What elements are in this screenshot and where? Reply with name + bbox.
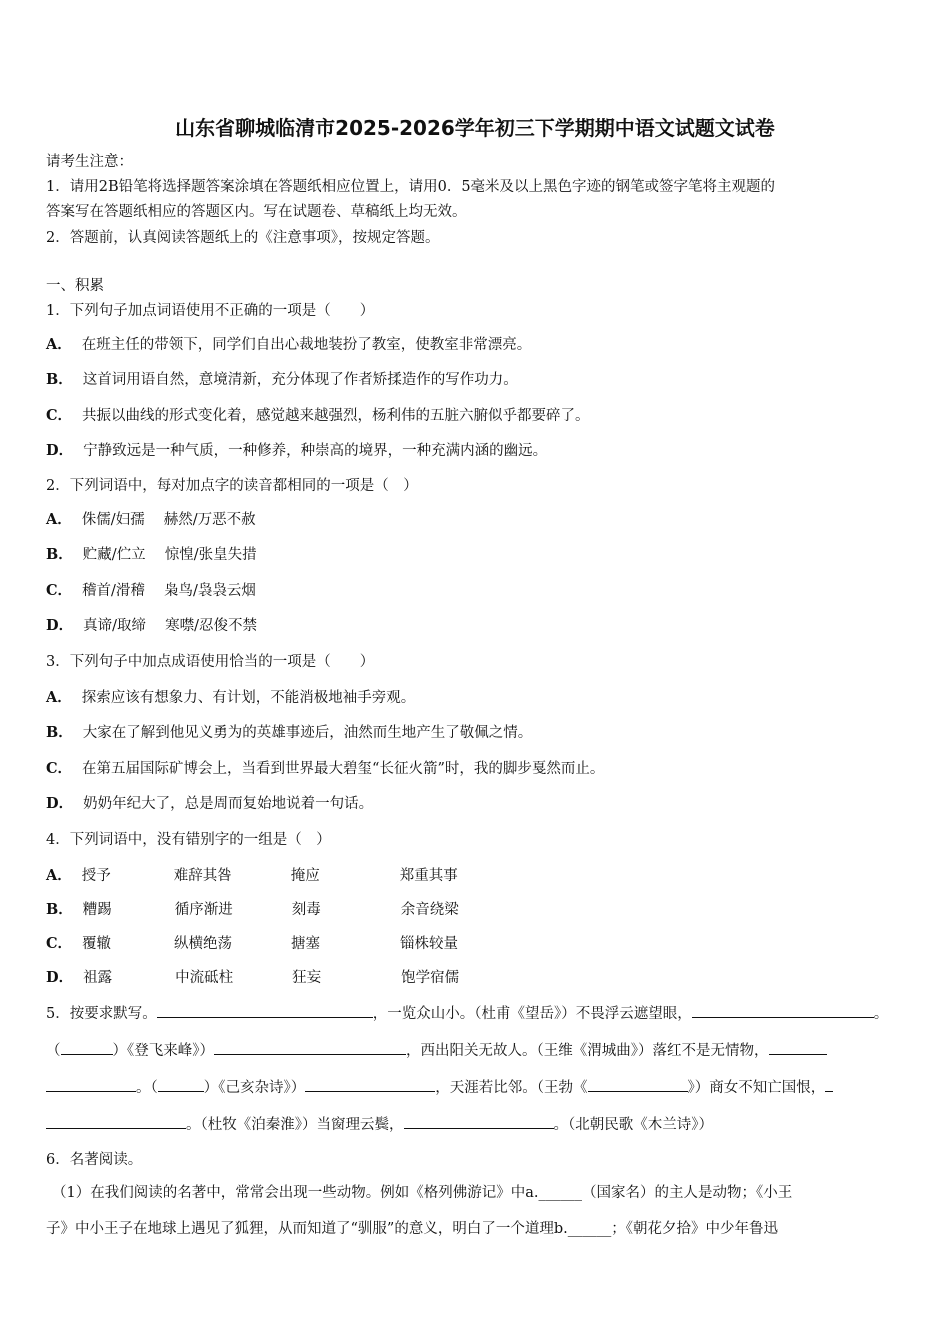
notice-heading: 请考生注意： — [46, 154, 133, 170]
question-6-para-1: （1）在我们阅读的名著中，常常会出现一些动物。例如《格列佛游记》中a.______（国家名）的主人是动物；《小王 — [52, 1185, 793, 1201]
blank[interactable] — [825, 1077, 833, 1092]
blank[interactable] — [214, 1040, 406, 1055]
q1-option-d: D． 宁静致远是一种气质，一种修养，种崇高的境界，一种充满内涵的幽远。 — [46, 442, 548, 459]
notice-line-3: 2．答题前，认真阅读答题纸上的《注意事项》，按规定答题。 — [46, 230, 440, 246]
blank[interactable] — [157, 1003, 373, 1018]
q3-option-c: C． 在第五届国际矿博会上，当看到世界最大碧玺“长征火箭”时，我的脚步戛然而止。 — [46, 760, 605, 777]
q2-option-c: C． 稽首/滑稽 枭鸟/袅袅云烟 — [46, 582, 256, 599]
question-1-stem: 1．下列句子加点词语使用不正确的一项是（ ） — [46, 303, 375, 319]
notice-line-2: 答案写在答题纸相应的答题区内。写在试题卷、草稿纸上均无效。 — [46, 204, 467, 220]
q2-option-a: A． 侏儒/妇孺 赫然/万恶不赦 — [46, 511, 256, 528]
q4-option-c: C． 覆辙 纵横绝荡 搪塞 锱株较量 — [46, 935, 459, 952]
q2-option-d: D． 真谛/取缔 寒噤/忍俊不禁 — [46, 617, 257, 634]
q4-option-a: A． 授予 难辞其咎 掩应 郑重其事 — [46, 867, 458, 884]
q3-option-a: A． 探索应该有想象力、有计划，不能消极地袖手旁观。 — [46, 689, 416, 706]
section-heading: 一、积累 — [46, 278, 104, 294]
question-6-para-2: 子》中小王子在地球上遇见了狐狸，从而知道了“驯服”的意义，明白了一个道理b.______；《朝花夕拾》中少年鲁迅 — [46, 1221, 778, 1237]
q4-option-b: B． 糟踢 循序渐进 刻毒 余音绕梁 — [46, 901, 459, 918]
q3-option-b: B． 大家在了解到他见义勇为的英雄事迹后，油然而生地产生了敬佩之情。 — [46, 724, 533, 741]
blank[interactable] — [46, 1114, 186, 1129]
question-4-stem: 4．下列词语中，没有错别字的一组是（ ） — [46, 832, 331, 848]
q2-option-b: B． 贮藏/伫立 惊惶/张皇失措 — [46, 546, 257, 563]
question-6-stem: 6．名著阅读。 — [46, 1152, 143, 1168]
question-2-stem: 2．下列词语中，每对加点字的读音都相同的一项是（ ） — [46, 478, 418, 494]
question-5-line-1: 5．按要求默写。 ，一览众山小。（杜甫《望岳》）不畏浮云遮望眼， 。 — [46, 1003, 888, 1024]
question-3-stem: 3．下列句子中加点成语使用恰当的一项是（ ） — [46, 654, 375, 670]
blank[interactable] — [61, 1040, 113, 1055]
page-title: 山东省聊城临清市2025-2026学年初三下学期期中语文试题文试卷 — [175, 116, 775, 140]
blank[interactable] — [305, 1077, 435, 1092]
q3-option-d: D． 奶奶年纪大了，总是周而复始地说着一句话。 — [46, 795, 374, 812]
blank[interactable] — [692, 1003, 874, 1018]
blank[interactable] — [46, 1077, 136, 1092]
blank[interactable] — [588, 1077, 688, 1092]
q1-option-c: C． 共振以曲线的形式变化着，感觉越来越强烈，杨利伟的五脏六腑似乎都要碎了。 — [46, 407, 590, 424]
q1-option-b: B． 这首词用语自然，意境清新，充分体现了作者矫揉造作的写作功力。 — [46, 371, 518, 388]
notice-line-1: 1．请用2B铅笔将选择题答案涂填在答题纸相应位置上，请用0．5毫米及以上黑色字迹的钢笔或签字笔将主观题的 — [46, 179, 776, 195]
question-5-line-4: 。（杜牧《泊秦淮》）当窗理云鬓， 。（北朝民歌《木兰诗》） — [46, 1114, 713, 1135]
blank[interactable] — [769, 1040, 827, 1055]
blank[interactable] — [404, 1114, 554, 1129]
q4-option-d: D． 祖露 中流砥柱 狂妄 饱学宿儒 — [46, 969, 460, 986]
question-5-line-3: 。（ ）《己亥杂诗》） ，天涯若比邻。（王勃《 》）商女不知亡国恨， — [46, 1077, 833, 1098]
blank[interactable] — [158, 1077, 204, 1092]
q1-option-a: A． 在班主任的带领下，同学们自出心裁地装扮了教室，使教室非常漂亮。 — [46, 336, 532, 353]
question-5-line-2: （ ）《登飞来峰》） ，西出阳关无故人。（王维《渭城曲》）落红不是无情物， — [46, 1040, 827, 1061]
